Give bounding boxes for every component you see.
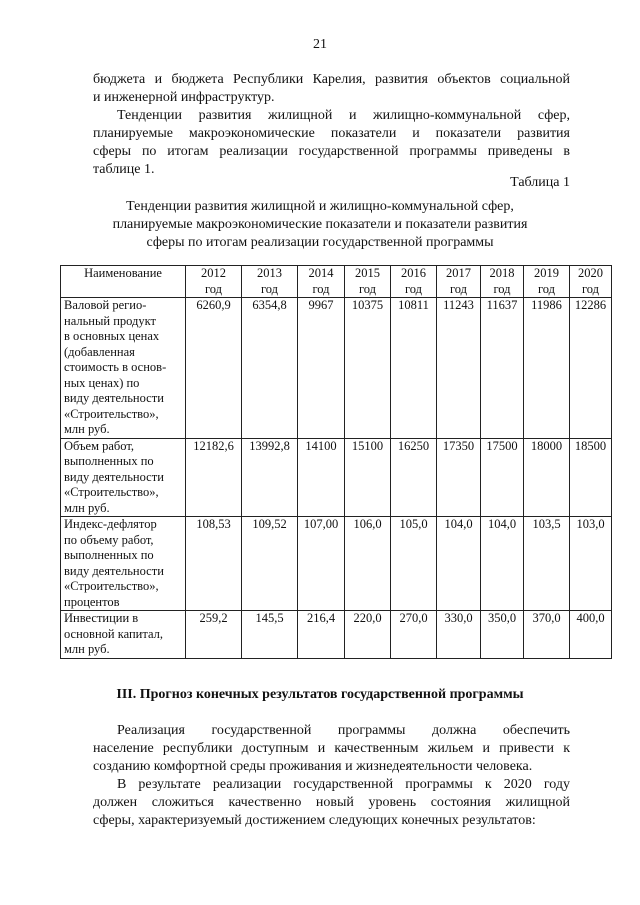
column-header-name: Наименование <box>61 266 186 298</box>
row-name-line: «Строительство», <box>64 485 159 499</box>
indicators-table <box>60 265 612 659</box>
column-header-year: 2017 год <box>437 266 481 298</box>
value-cell: 18500 <box>570 438 612 517</box>
column-header-year: 2013 год <box>242 266 298 298</box>
table-title-line: сферы по итогам реализации государственной программы <box>146 235 494 250</box>
value-cell: 259,2 <box>186 611 242 659</box>
row-name-cell <box>61 517 186 611</box>
value-cell: 14100 <box>298 438 345 517</box>
table-row <box>61 517 612 611</box>
text-line: планируемые макроэкономические показатели и показатели развития <box>93 126 570 141</box>
value-cell: 216,4 <box>298 611 345 659</box>
row-name-line: выполненных по <box>64 454 154 468</box>
value-cell: 12286 <box>570 298 612 439</box>
page-number: 21 <box>313 37 327 52</box>
paragraph-table-reference <box>93 107 570 179</box>
text-line: В результате реализации государственной программы к 2020 году <box>117 777 570 792</box>
row-name-line: Инвестиции в <box>64 611 139 625</box>
text-line: созданию комфортной среды проживания и жизнедеятельности человека. <box>93 759 533 774</box>
value-cell: 350,0 <box>481 611 524 659</box>
value-cell: 270,0 <box>391 611 437 659</box>
table-row <box>61 298 612 439</box>
column-header-year: 2015 год <box>345 266 391 298</box>
table-title-line: Тенденции развития жилищной и жилищно-коммунальной сфер, <box>126 199 514 214</box>
row-name-line: Индекс-дефлятор <box>64 517 157 531</box>
text-line: должен сложиться качественно новый уровень состояния жилищной <box>93 795 570 810</box>
text-line: сферы по итогам реализации государственной программы приведены в <box>93 144 570 159</box>
section-heading: III. Прогноз конечных результатов государственной программы <box>116 687 524 702</box>
table-title <box>60 198 580 252</box>
text-line: сферы, характеризуемый достижением следующих конечных результатов: <box>93 813 536 828</box>
row-name-line: млн руб. <box>64 642 110 656</box>
value-cell: 9967 <box>298 298 345 439</box>
value-cell: 103,0 <box>570 517 612 611</box>
value-cell: 104,0 <box>437 517 481 611</box>
value-cell: 15100 <box>345 438 391 517</box>
text-line: таблице 1. <box>93 162 155 177</box>
value-cell: 145,5 <box>242 611 298 659</box>
row-name-line: в основных ценах <box>64 329 160 343</box>
row-name-line: Объем работ, <box>64 438 135 453</box>
column-header-year: 2019 год <box>524 266 570 298</box>
row-name-line: виду деятельности <box>64 391 164 405</box>
row-name-line: нальный продукт <box>64 313 156 328</box>
row-name-line: стоимость в основ- <box>64 360 167 374</box>
row-name-line: Валовой регио- <box>64 298 147 312</box>
row-name-line: по объему работ, <box>64 532 154 547</box>
column-header-year: 2016 год <box>391 266 437 298</box>
value-cell: 11243 <box>437 298 481 439</box>
row-name-line: ных ценах) по <box>64 375 140 390</box>
value-cell: 109,52 <box>242 517 298 611</box>
row-name-line: млн руб. <box>64 500 110 515</box>
value-cell: 108,53 <box>186 517 242 611</box>
value-cell: 12182,6 <box>186 438 242 517</box>
column-header-year: 2012 год <box>186 266 242 298</box>
row-name-line: виду деятельности <box>64 469 164 484</box>
row-name-line: выполненных по <box>64 548 154 562</box>
row-name-line: (добавленная <box>64 344 135 359</box>
table-title-line: планируемые макроэкономические показатели и показатели развития <box>112 217 528 232</box>
text-line: население республики доступным и качественным жильем и привести к <box>93 741 570 756</box>
table-header-row <box>61 266 612 298</box>
value-cell: 400,0 <box>570 611 612 659</box>
value-cell: 18000 <box>524 438 570 517</box>
value-cell: 16250 <box>391 438 437 517</box>
row-name-line: млн руб. <box>64 422 110 436</box>
value-cell: 11637 <box>481 298 524 439</box>
value-cell: 17500 <box>481 438 524 517</box>
value-cell: 330,0 <box>437 611 481 659</box>
value-cell: 105,0 <box>391 517 437 611</box>
text-line: Тенденции развития жилищной и жилищно-коммунальной сфер, <box>117 108 570 123</box>
column-header-year: 2014 год <box>298 266 345 298</box>
value-cell: 17350 <box>437 438 481 517</box>
text-line: бюджета и бюджета Республики Карелия, развития объектов социальной <box>93 72 570 87</box>
table-row <box>61 611 612 659</box>
column-header-year: 2018 год <box>481 266 524 298</box>
value-cell: 10811 <box>391 298 437 439</box>
value-cell: 107,00 <box>298 517 345 611</box>
text-line: Реализация государственной программы должна обеспечить <box>117 723 570 738</box>
paragraph-final-results <box>93 776 570 830</box>
value-cell: 103,5 <box>524 517 570 611</box>
row-name-cell <box>61 298 186 439</box>
row-name-line: «Строительство», <box>64 406 159 421</box>
value-cell: 220,0 <box>345 611 391 659</box>
paragraph-forecast-goal <box>93 722 570 776</box>
table-row <box>61 438 612 517</box>
value-cell: 10375 <box>345 298 391 439</box>
row-name-line: виду деятельности <box>64 563 164 578</box>
row-name-line: процентов <box>64 594 120 609</box>
row-name-line: основной капитал, <box>64 626 163 641</box>
row-name-cell <box>61 611 186 659</box>
row-name-cell <box>61 438 186 517</box>
row-name-line: «Строительство», <box>64 579 159 593</box>
value-cell: 13992,8 <box>242 438 298 517</box>
value-cell: 6260,9 <box>186 298 242 439</box>
value-cell: 11986 <box>524 298 570 439</box>
value-cell: 6354,8 <box>242 298 298 439</box>
value-cell: 106,0 <box>345 517 391 611</box>
column-header-year: 2020 год <box>570 266 612 298</box>
text-line: и инженерной инфраструктур. <box>93 90 275 105</box>
table-label: Таблица 1 <box>510 175 570 190</box>
value-cell: 370,0 <box>524 611 570 659</box>
value-cell: 104,0 <box>481 517 524 611</box>
intro-paragraph <box>93 71 570 107</box>
